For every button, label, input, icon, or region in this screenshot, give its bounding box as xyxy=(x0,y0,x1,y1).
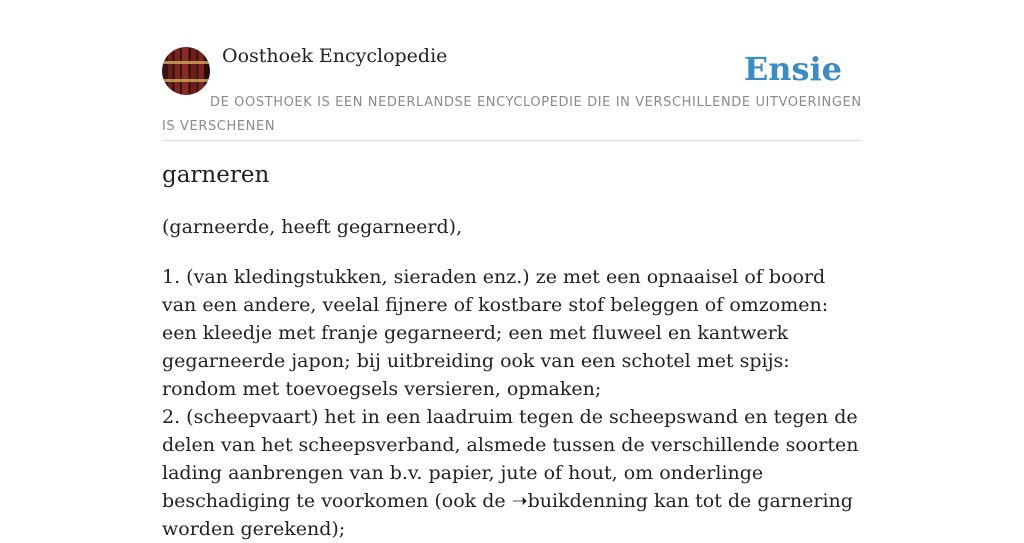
entry-inflection: (garneerde, heeft gegarneerd), xyxy=(162,216,463,238)
entry-title: garneren xyxy=(162,162,270,188)
cross-reference-arrow-icon: ➝ xyxy=(511,490,528,512)
avatar[interactable] xyxy=(162,47,210,95)
sense-2-text-end: kan tot de garnering worden gerekend); xyxy=(162,490,853,540)
site-tagline: DE OOSTHOEK IS EEN NEDERLANDSE ENCYCLOPEDIE DIE IN VERSCHILLENDE UITVOERINGEN IS VERSCHENEN xyxy=(162,95,862,134)
brand-logo[interactable]: Ensie xyxy=(743,50,842,88)
book-spine-band xyxy=(162,61,210,64)
definition-sense-1: 1. (van kledingstukken, sieraden enz.) ze met een opnaaisel of boord van een andere, veelal fijnere of kostbare stof beleggen of omzomen: een kleedje met franje gegarneerd; een met fluweel en kantwerk gegarneerde japon; bij uitbreiding ook van een schotel met spijs: rondom met toevoegsels versieren, opmaken; xyxy=(162,266,829,400)
entry-definition xyxy=(162,263,862,543)
site-title[interactable]: Oosthoek Encyclopedie xyxy=(222,45,448,67)
sense-2-text: 2. (scheepvaart) het in een laadruim tegen de scheepswand en tegen de delen van het scheepsverband, alsmede tussen de verschillende soorten lading aanbrengen van b.v. papier, jute of hout, om onderlinge beschadiging te voorkomen (ook de xyxy=(162,406,859,512)
cross-reference-link[interactable]: buikdenning xyxy=(527,490,648,512)
definition-sense-2 xyxy=(162,403,862,543)
book-spine-band xyxy=(162,79,210,82)
header xyxy=(162,40,862,141)
